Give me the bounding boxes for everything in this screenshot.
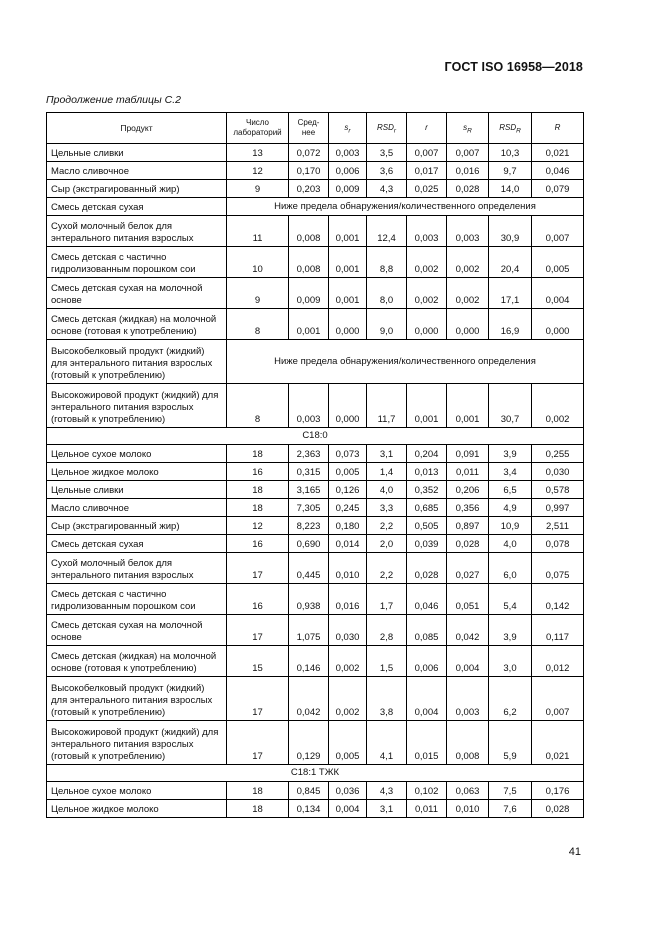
value-cell: 0,685 (407, 499, 447, 517)
product-name-cell: Высокожировой продукт (жидкий) для энтерального питания взрослых (готовый к употреблению) (47, 384, 227, 428)
value-cell: 0,091 (447, 445, 489, 463)
value-cell: 0,000 (329, 309, 367, 340)
value-cell: 10,3 (489, 144, 532, 162)
value-cell: 0,021 (532, 721, 584, 765)
value-cell: 4,3 (367, 180, 407, 198)
value-cell: 0,007 (447, 144, 489, 162)
value-cell: 11,7 (367, 384, 407, 428)
value-cell: 0,039 (407, 535, 447, 553)
value-cell: 16,9 (489, 309, 532, 340)
product-name-cell: Цельное сухое молоко (47, 782, 227, 800)
value-cell: 0,356 (447, 499, 489, 517)
value-cell: 0,005 (329, 463, 367, 481)
value-cell: 2,8 (367, 615, 407, 646)
value-cell: 8,223 (289, 517, 329, 535)
value-cell: 0,001 (329, 278, 367, 309)
product-name-cell: Высокожировой продукт (жидкий) для энтерального питания взрослых (готовый к употреблению) (47, 721, 227, 765)
table-row (47, 615, 584, 646)
value-cell: 0,006 (329, 162, 367, 180)
value-cell: 0,003 (289, 384, 329, 428)
value-cell: 0,085 (407, 615, 447, 646)
value-cell: 0,027 (447, 553, 489, 584)
value-cell: 0,001 (329, 247, 367, 278)
product-name-cell: Сыр (экстрагированный жир) (47, 180, 227, 198)
value-cell: 16 (227, 535, 289, 553)
value-cell: 0,000 (407, 309, 447, 340)
value-cell: 0,028 (447, 535, 489, 553)
value-cell: 13 (227, 144, 289, 162)
value-cell: 2,0 (367, 535, 407, 553)
value-cell: 0,008 (289, 247, 329, 278)
product-name-cell: Цельное жидкое молоко (47, 800, 227, 818)
table-row (47, 517, 584, 535)
value-cell: 2,511 (532, 517, 584, 535)
value-cell: 0,003 (447, 216, 489, 247)
value-cell: 0,030 (532, 463, 584, 481)
column-header: Сред-нее (289, 113, 329, 144)
value-cell: 0,352 (407, 481, 447, 499)
value-cell: 17 (227, 677, 289, 721)
value-cell: 0,007 (407, 144, 447, 162)
table-row (47, 216, 584, 247)
value-cell: 17,1 (489, 278, 532, 309)
value-cell: 0,002 (329, 646, 367, 677)
value-cell: 9,7 (489, 162, 532, 180)
value-cell: 0,030 (329, 615, 367, 646)
column-header: R (532, 113, 584, 144)
value-cell: 0,009 (289, 278, 329, 309)
value-cell: 17 (227, 615, 289, 646)
value-cell: 7,6 (489, 800, 532, 818)
value-cell: 0,002 (407, 247, 447, 278)
table-row (47, 535, 584, 553)
value-cell: 0,315 (289, 463, 329, 481)
value-cell: 3,165 (289, 481, 329, 499)
value-cell: 0,010 (447, 800, 489, 818)
value-cell: 9,0 (367, 309, 407, 340)
value-cell: 12 (227, 517, 289, 535)
table-row (47, 144, 584, 162)
table-row (47, 584, 584, 615)
value-cell: 6,5 (489, 481, 532, 499)
value-cell: 10,9 (489, 517, 532, 535)
value-cell: 7,5 (489, 782, 532, 800)
product-name-cell: Смесь детская с частично гидролизованным порошком сои (47, 247, 227, 278)
value-cell: 3,4 (489, 463, 532, 481)
column-header: $s_r$ (329, 113, 367, 144)
table-row (47, 677, 584, 721)
value-cell: 1,7 (367, 584, 407, 615)
value-cell: 0,001 (329, 216, 367, 247)
value-cell: 0,051 (447, 584, 489, 615)
value-cell: 0,176 (532, 782, 584, 800)
value-cell: 0,005 (329, 721, 367, 765)
value-cell: 3,8 (367, 677, 407, 721)
column-header: Число лабораторий (227, 113, 289, 144)
data-table (46, 112, 584, 818)
value-cell: 3,6 (367, 162, 407, 180)
value-cell: 0,016 (329, 584, 367, 615)
value-cell: 0,000 (329, 384, 367, 428)
value-cell: 12,4 (367, 216, 407, 247)
table-row (47, 445, 584, 463)
value-cell: 0,938 (289, 584, 329, 615)
value-cell: 0,072 (289, 144, 329, 162)
value-cell: 0,007 (532, 677, 584, 721)
value-cell: 15 (227, 646, 289, 677)
value-cell: 0,203 (289, 180, 329, 198)
value-cell: 4,0 (367, 481, 407, 499)
table-row (47, 180, 584, 198)
value-cell: 0,078 (532, 535, 584, 553)
value-cell: 2,2 (367, 517, 407, 535)
value-cell: 16 (227, 584, 289, 615)
value-cell: 0,042 (289, 677, 329, 721)
value-cell: 0,073 (329, 445, 367, 463)
value-cell: 0,000 (447, 309, 489, 340)
value-cell: 0,001 (407, 384, 447, 428)
value-cell: 0,134 (289, 800, 329, 818)
value-cell: 0,003 (329, 144, 367, 162)
value-cell: 3,0 (489, 646, 532, 677)
value-cell: 3,9 (489, 445, 532, 463)
page-number: 41 (568, 846, 581, 858)
product-name-cell: Масло сливочное (47, 499, 227, 517)
value-cell: 0,445 (289, 553, 329, 584)
value-cell: 0,003 (447, 677, 489, 721)
value-cell: 0,014 (329, 535, 367, 553)
value-cell: 0,006 (407, 646, 447, 677)
section-row (47, 765, 584, 782)
value-cell: 0,002 (447, 278, 489, 309)
value-cell: 0,075 (532, 553, 584, 584)
value-cell: 0,017 (407, 162, 447, 180)
column-header: r (407, 113, 447, 144)
value-cell: 9 (227, 180, 289, 198)
value-cell: 0,013 (407, 463, 447, 481)
value-cell: 0,063 (447, 782, 489, 800)
table-row (47, 162, 584, 180)
table-row (47, 782, 584, 800)
value-cell: 0,025 (407, 180, 447, 198)
product-name-cell: Цельное жидкое молоко (47, 463, 227, 481)
product-name-cell: Высокобелковый продукт (жидкий) для энтерального питания взрослых (готовый к употреблению) (47, 340, 227, 384)
column-header: Продукт (47, 113, 227, 144)
value-cell: 0,002 (329, 677, 367, 721)
product-name-cell: Смесь детская сухая (47, 535, 227, 553)
value-cell: 0,129 (289, 721, 329, 765)
product-name-cell: Смесь детская (жидкая) на молочной основе (готовая к употреблению) (47, 309, 227, 340)
value-cell: 3,5 (367, 144, 407, 162)
table-row (47, 721, 584, 765)
value-cell: 0,142 (532, 584, 584, 615)
product-name-cell: Сыр (экстрагированный жир) (47, 517, 227, 535)
value-cell: 0,011 (407, 800, 447, 818)
value-cell: 7,305 (289, 499, 329, 517)
value-cell: 4,1 (367, 721, 407, 765)
value-cell: 3,1 (367, 445, 407, 463)
value-cell: 0,028 (532, 800, 584, 818)
value-cell: 8 (227, 309, 289, 340)
value-cell: 0,997 (532, 499, 584, 517)
value-cell: 18 (227, 481, 289, 499)
value-cell: 0,028 (407, 553, 447, 584)
value-cell: 3,1 (367, 800, 407, 818)
table-row (47, 553, 584, 584)
value-cell: 0,015 (407, 721, 447, 765)
product-name-cell: Смесь детская (жидкая) на молочной основе (готовая к употреблению) (47, 646, 227, 677)
value-cell: 30,9 (489, 216, 532, 247)
value-cell: 0,102 (407, 782, 447, 800)
value-cell: 0,004 (329, 800, 367, 818)
value-cell: 1,5 (367, 646, 407, 677)
value-cell: 4,3 (367, 782, 407, 800)
value-cell: 0,146 (289, 646, 329, 677)
value-cell: 0,690 (289, 535, 329, 553)
column-header: $s_R$ (447, 113, 489, 144)
value-cell: 0,003 (407, 216, 447, 247)
product-name-cell: Сухой молочный белок для энтерального питания взрослых (47, 553, 227, 584)
table-row (47, 499, 584, 517)
value-cell: 17 (227, 553, 289, 584)
product-name-cell: Сухой молочный белок для энтерального питания взрослых (47, 216, 227, 247)
value-cell: 0,042 (447, 615, 489, 646)
value-cell: 0,004 (447, 646, 489, 677)
table-row (47, 198, 584, 216)
value-cell: 0,001 (289, 309, 329, 340)
value-cell: 0,046 (532, 162, 584, 180)
table-row (47, 247, 584, 278)
value-cell: 3,9 (489, 615, 532, 646)
value-cell: 18 (227, 782, 289, 800)
product-name-cell: Смесь детская сухая на молочной основе (47, 278, 227, 309)
table-caption: Продолжение таблицы С.2 (46, 94, 181, 106)
value-cell: 12 (227, 162, 289, 180)
value-cell: 0,008 (289, 216, 329, 247)
value-cell: 0,021 (532, 144, 584, 162)
table-row (47, 481, 584, 499)
value-cell: 0,505 (407, 517, 447, 535)
value-cell: 9 (227, 278, 289, 309)
value-cell: 0,002 (532, 384, 584, 428)
value-cell: 3,3 (367, 499, 407, 517)
value-cell: 8 (227, 384, 289, 428)
value-cell: 0,897 (447, 517, 489, 535)
value-cell: 14,0 (489, 180, 532, 198)
note-cell: Ниже предела обнаружения/количественного определения (227, 340, 584, 384)
value-cell: 0,016 (447, 162, 489, 180)
table-row (47, 309, 584, 340)
value-cell: 0,126 (329, 481, 367, 499)
value-cell: 1,4 (367, 463, 407, 481)
product-name-cell: Смесь детская сухая (47, 198, 227, 216)
value-cell: 0,002 (447, 247, 489, 278)
table-row (47, 278, 584, 309)
column-header: $RSD_R$ (489, 113, 532, 144)
section-title: C18:0 (47, 428, 584, 445)
value-cell: 0,255 (532, 445, 584, 463)
product-name-cell: Цельное сухое молоко (47, 445, 227, 463)
value-cell: 17 (227, 721, 289, 765)
table-row (47, 646, 584, 677)
value-cell: 5,4 (489, 584, 532, 615)
value-cell: 0,005 (532, 247, 584, 278)
value-cell: 0,010 (329, 553, 367, 584)
value-cell: 0,245 (329, 499, 367, 517)
value-cell: 0,180 (329, 517, 367, 535)
section-title: C18:1 ТЖК (47, 765, 584, 782)
product-name-cell: Цельные сливки (47, 144, 227, 162)
value-cell: 0,028 (447, 180, 489, 198)
table-row (47, 800, 584, 818)
value-cell: 2,2 (367, 553, 407, 584)
value-cell: 18 (227, 445, 289, 463)
value-cell: 0,004 (532, 278, 584, 309)
value-cell: 0,845 (289, 782, 329, 800)
value-cell: 30,7 (489, 384, 532, 428)
value-cell: 0,008 (447, 721, 489, 765)
value-cell: 0,004 (407, 677, 447, 721)
value-cell: 0,002 (407, 278, 447, 309)
section-row (47, 428, 584, 445)
value-cell: 8,0 (367, 278, 407, 309)
table-row (47, 340, 584, 384)
value-cell: 20,4 (489, 247, 532, 278)
document-code: ГОСТ ISO 16958—2018 (444, 60, 583, 74)
value-cell: 0,117 (532, 615, 584, 646)
value-cell: 18 (227, 499, 289, 517)
value-cell: 6,2 (489, 677, 532, 721)
value-cell: 2,363 (289, 445, 329, 463)
product-name-cell: Высокобелковый продукт (жидкий) для энтерального питания взрослых (готовый к употреблению) (47, 677, 227, 721)
product-name-cell: Смесь детская сухая на молочной основе (47, 615, 227, 646)
value-cell: 8,8 (367, 247, 407, 278)
value-cell: 0,001 (447, 384, 489, 428)
value-cell: 0,012 (532, 646, 584, 677)
table-header-row (47, 113, 584, 144)
table-row (47, 384, 584, 428)
product-name-cell: Масло сливочное (47, 162, 227, 180)
note-cell: Ниже предела обнаружения/количественного определения (227, 198, 584, 216)
value-cell: 0,036 (329, 782, 367, 800)
product-name-cell: Смесь детская с частично гидролизованным порошком сои (47, 584, 227, 615)
value-cell: 0,206 (447, 481, 489, 499)
value-cell: 0,011 (447, 463, 489, 481)
value-cell: 6,0 (489, 553, 532, 584)
value-cell: 0,009 (329, 180, 367, 198)
value-cell: 18 (227, 800, 289, 818)
column-header: $RSD_r$ (367, 113, 407, 144)
value-cell: 16 (227, 463, 289, 481)
value-cell: 0,000 (532, 309, 584, 340)
value-cell: 5,9 (489, 721, 532, 765)
value-cell: 4,9 (489, 499, 532, 517)
value-cell: 10 (227, 247, 289, 278)
value-cell: 0,578 (532, 481, 584, 499)
table-row (47, 463, 584, 481)
value-cell: 1,075 (289, 615, 329, 646)
value-cell: 0,079 (532, 180, 584, 198)
value-cell: 0,046 (407, 584, 447, 615)
value-cell: 4,0 (489, 535, 532, 553)
value-cell: 0,007 (532, 216, 584, 247)
product-name-cell: Цельные сливки (47, 481, 227, 499)
value-cell: 0,170 (289, 162, 329, 180)
value-cell: 0,204 (407, 445, 447, 463)
value-cell: 11 (227, 216, 289, 247)
